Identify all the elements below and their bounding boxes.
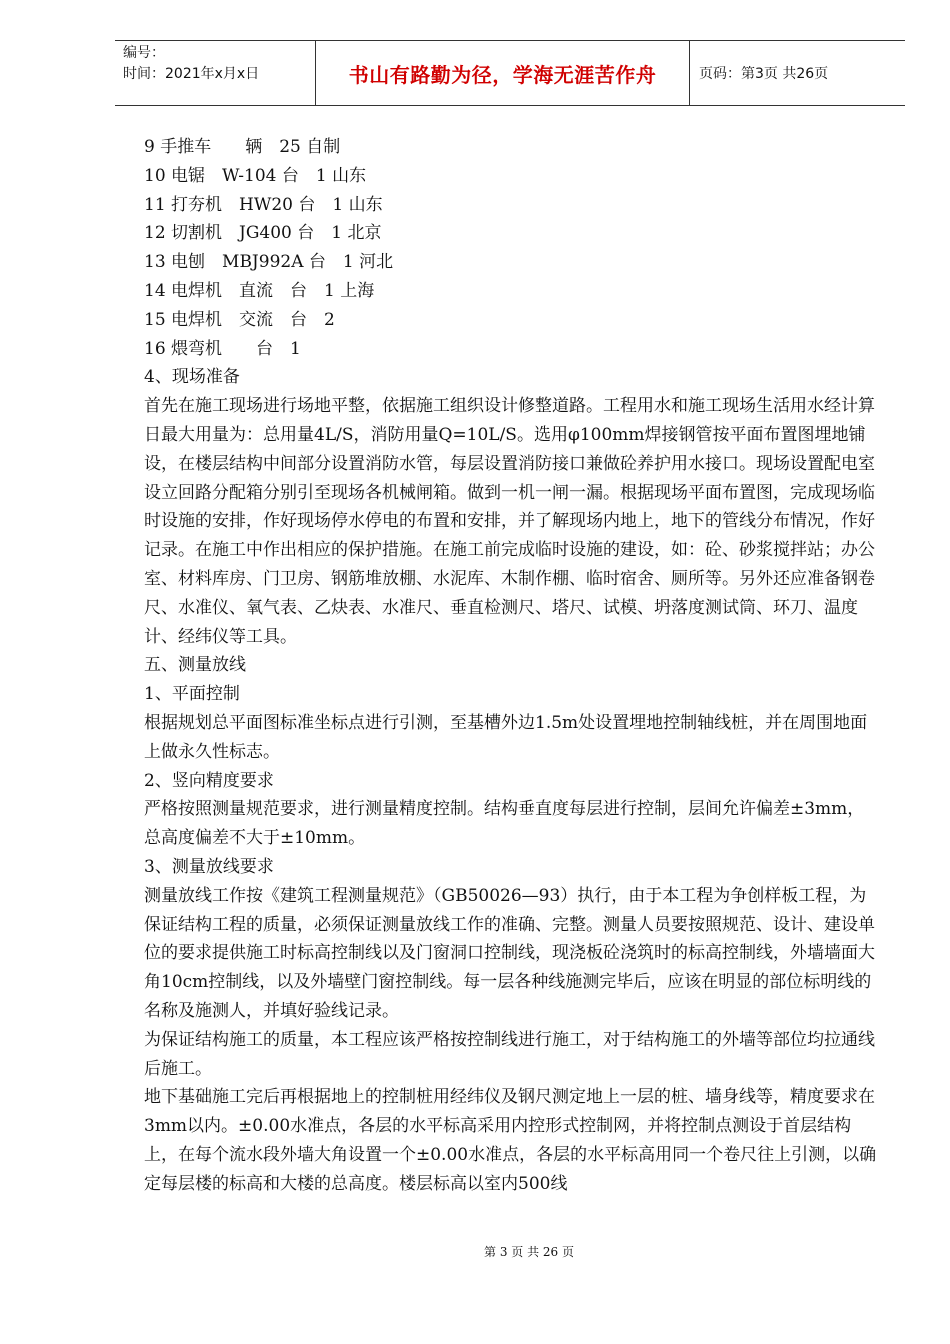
- subsection-heading: 1、平面控制: [144, 684, 240, 705]
- header-motto: 书山有路勤为径，学海无涯苦作舟: [316, 41, 690, 105]
- subsection-heading: 2、竖向精度要求: [144, 770, 274, 791]
- section-heading: 五、测量放线: [144, 655, 246, 676]
- page-header: [115, 40, 905, 106]
- header-time: 时间：2021年x月x日: [123, 66, 260, 82]
- paragraph: 根据规划总平面图标准坐标点进行引测，至基槽外边1.5m处设置埋地控制轴线桩，并在周围地面上做永久性标志。: [144, 712, 868, 762]
- paragraph: 测量放线工作按《建筑工程测量规范》（GB50026—93）执行，由于本工程为争创样板工程，为保证结构工程的质量，必须保证测量放线工作的准确、完整。测量人员要按照规范、设计、建设单位的要求提供施工时标高控制线以及门窗洞口控制线，现浇板砼浇筑时的标高控制线，外墙墙面大角10cm控制线，以及外墙壁门窗控制线。每一层各种线施测完毕后，应该在明显的部位标明线的名称及施测人，并填好验线记录。: [144, 885, 875, 1021]
- header-number: 编号：: [123, 45, 165, 61]
- equipment-row: 10 电锯 W-104 台 1 山东: [144, 165, 367, 186]
- paragraph: 首先在施工现场进行场地平整，依据施工组织设计修整道路。工程用水和施工现场生活用水经计算日最大用量为：总用量4L/S，消防用量Q=10L/S。选用φ100mm焊接钢管按平面布置图埋地铺设，在楼层结构中间部分设置消防水管，每层设置消防接口兼做砼养护用水接口。现场设置配电室设立回路分配箱分别引至现场各机械闸箱。做到一机一闸一漏。根据现场平面布置图，完成现场临时设施的安排，作好现场停水停电的布置和安排，并了解现场内地上，地下的管线分布情况，作好记录。在施工中作出相应的保护措施。在施工前完成临时设施的建设，如：砼、砂浆搅拌站；办公室、材料库房、门卫房、钢筋堆放棚、水泥库、木制作棚、临时宿舍、厕所等。另外还应准备钢卷尺、水准仪、氧气表、乙炔表、水准尺、垂直检测尺、塔尺、试模、坍落度测试筒、环刀、温度计、经纬仪等工具。: [144, 396, 875, 647]
- equipment-row: 13 电刨 MBJ992A 台 1 河北: [144, 252, 394, 273]
- paragraph: 为保证结构施工的质量，本工程应该严格按控制线进行施工，对于结构施工的外墙等部位均拉通线后施工。: [144, 1029, 875, 1079]
- equipment-row: 9 手推车 辆 25 自制: [144, 137, 341, 157]
- page-footer: 第 3 页 共 26 页: [484, 1245, 574, 1259]
- header-page-number: 页码：第3页 共26页: [699, 66, 829, 82]
- equipment-row: 12 切割机 JG400 台 1 北京: [144, 223, 382, 244]
- document-body: [144, 133, 879, 1198]
- section-heading: 4、现场准备: [144, 367, 240, 388]
- equipment-row: 15 电焊机 交流 台 2: [144, 309, 335, 330]
- equipment-row: 14 电焊机 直流 台 1 上海: [144, 280, 375, 301]
- equipment-row: 11 打夯机 HW20 台 1 山东: [144, 194, 383, 215]
- paragraph: 严格按照测量规范要求，进行测量精度控制。结构垂直度每层进行控制，层间允许偏差±3mm，总高度偏差不大于±10mm。: [144, 799, 865, 849]
- paragraph: 地下基础施工完后再根据地上的控制桩用经纬仪及钢尺测定地上一层的桩、墙身线等，精度要求在3mm以内。±0.00水准点，各层的水平标高采用内控形式控制网，并将控制点测设于首层结构上，在每个流水段外墙大角设置一个±0.00水准点，各层的水平标高用同一个卷尺往上引测，以确定每层楼的标高和大楼的总高度。楼层标高以室内500线: [144, 1087, 877, 1194]
- subsection-heading: 3、测量放线要求: [144, 856, 274, 877]
- equipment-row: 16 煨弯机 台 1: [144, 338, 301, 359]
- header-meta: [115, 41, 316, 105]
